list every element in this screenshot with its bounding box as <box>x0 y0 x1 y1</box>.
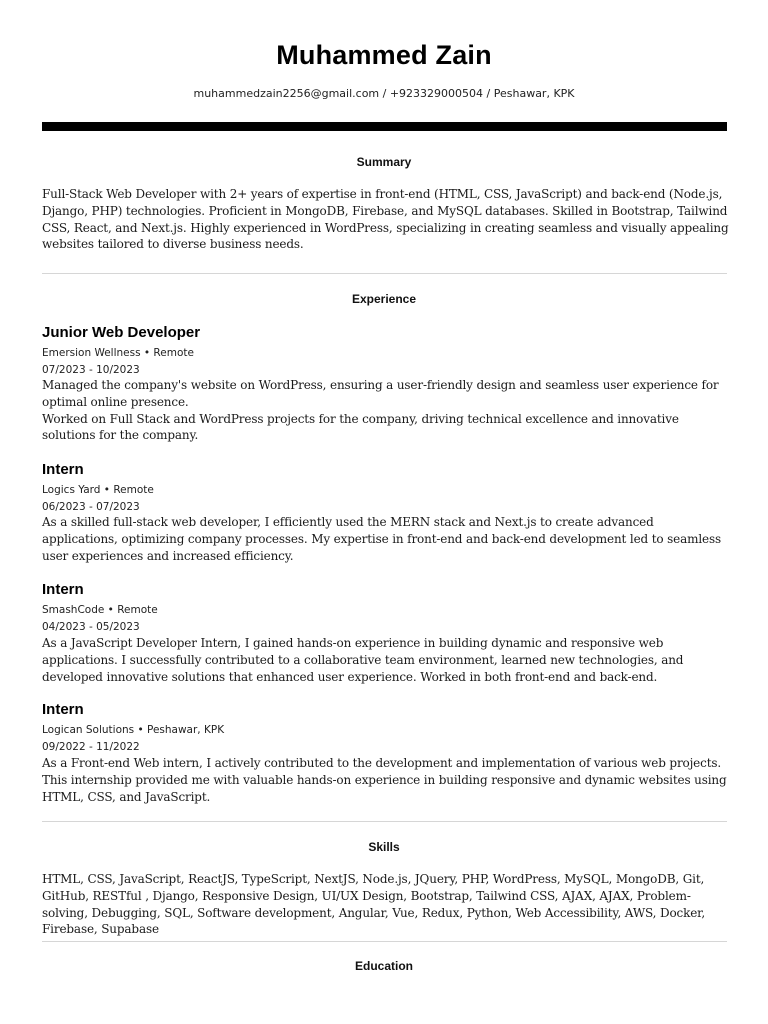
section-divider <box>42 273 727 274</box>
job-description <box>42 635 730 685</box>
job-description-line: Worked on Full Stack and WordPress projects for the company, driving technical excellence and innovative solutions for the company. <box>42 411 679 443</box>
job-company-location: Emersion Wellness • Remote <box>42 347 194 359</box>
summary-text: Full-Stack Web Developer with 2+ years of expertise in front-end (HTML, CSS, JavaScript) and back-end (Node.js, Django, PHP) technologies. Proficient in MongoDB, Firebase, and MySQL databases. Skilled in Bootstrap, Tailwind CSS, React, and Next.js. Highly experienced in WordPress, specializing in creating seamless and visually appealing websites tailored to diverse business needs. <box>42 187 729 252</box>
job-title: Intern <box>42 461 84 478</box>
skills-heading: Skills <box>368 840 400 854</box>
job-dates: 07/2023 - 10/2023 <box>42 363 140 376</box>
education-heading: Education <box>354 959 413 973</box>
job-description <box>42 377 730 444</box>
job-title: Intern <box>42 581 84 598</box>
job-meta <box>42 345 194 378</box>
candidate-name: Muhammed Zain <box>276 40 492 70</box>
section-divider <box>42 821 727 822</box>
job-description-line: As a Front-end Web intern, I actively contributed to the development and implementation of various web projects. This internship provided me with valuable hands-on experience in building responsive and dynamic websites using HTML, CSS, and JavaScript. <box>42 756 727 804</box>
skills-text: HTML, CSS, JavaScript, ReactJS, TypeScript, NextJS, Node.js, JQuery, PHP, WordPress, MySQL, MongoDB, Git, GitHub, RESTful , Django, Responsive Design, UI/UX Design, Bootstrap, Tailwind CSS, AJAX, AJAX, Problem-solving, Debugging, SQL, Software development, Angular, Vue, Redux, Python, Web Accessibility, AWS, Docker, Firebase, Supabase <box>42 872 706 937</box>
job-company-location: Logics Yard • Remote <box>42 484 154 496</box>
job-description <box>42 514 730 564</box>
summary-heading: Summary <box>356 155 412 169</box>
job-description <box>42 755 730 805</box>
job-meta <box>42 602 158 635</box>
experience-heading: Experience <box>351 292 417 306</box>
job-description-line: Managed the company's website on WordPress, ensuring a user-friendly design and seamless user experience for optimal online presence. <box>42 378 719 409</box>
job-dates: 09/2022 - 11/2022 <box>42 740 140 753</box>
job-description-line: As a skilled full-stack web developer, I efficiently used the MERN stack and Next.js to create advanced applications, optimizing company processes. My expertise in front-end and back-end development led to seamless user experiences and increased efficiency. <box>42 515 721 563</box>
header-divider <box>42 122 727 131</box>
contact-line: muhammedzain2256@gmail.com / +923329000504 / Peshawar, KPK <box>193 87 575 100</box>
job-title: Junior Web Developer <box>42 324 201 341</box>
job-company-location: Logican Solutions • Peshawar, KPK <box>42 724 225 736</box>
section-divider <box>42 941 727 942</box>
job-dates: 06/2023 - 07/2023 <box>42 500 140 513</box>
job-company-location: SmashCode • Remote <box>42 604 158 616</box>
job-title: Intern <box>42 701 84 718</box>
job-meta <box>42 482 154 515</box>
job-dates: 04/2023 - 05/2023 <box>42 620 140 633</box>
job-meta <box>42 722 224 755</box>
job-description-line: As a JavaScript Developer Intern, I gained hands-on experience in building dynamic and responsive web applications. I successfully contributed to a collaborative team environment, learned new technologies, and developed innovative solutions that enhanced user experience. Worked in both front-end and back-end. <box>42 636 684 684</box>
